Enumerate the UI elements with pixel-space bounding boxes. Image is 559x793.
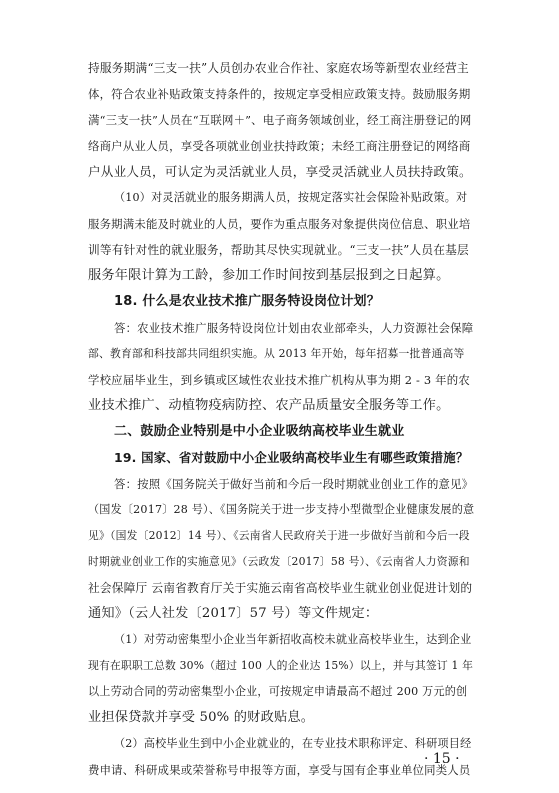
text-line: 训等有针对性的就业服务，帮助其尽快实现就业。“三支一扶”人员在基层 [88, 243, 469, 257]
text-line: 满“三支一扶”人员在“互联网＋”、电子商务领域创业，经工商注册登记的网 [88, 113, 472, 127]
text-line: （1）对劳动密集型小企业当年新招收高校未就业高校毕业生，达到企业 [114, 633, 472, 646]
text-line: 答：按照《国务院关于做好当前和今后一段时期就业创业工作的意见》 [114, 477, 474, 491]
section-heading: 二、鼓励企业特别是中小企业吸纳高校毕业生就业 [114, 424, 405, 439]
text-line: 以上劳动合同的劳动密集型小企业，可按规定申请最高不超过 200 万元的创 [88, 685, 468, 698]
question-heading: 18. 什么是农业技术推广服务特设岗位计划？ [114, 294, 380, 309]
text-line: 服务年限计算为工龄，参加工作时间按到基层报到之日起算。 [88, 268, 450, 283]
text-line: 持服务期满“三支一扶”人员创办农业合作社、家庭农场等新型农业经营主 [88, 61, 469, 75]
text-line: 答：农业技术推广服务特设岗位计划由农业部牵头，人力资源社会保障 [114, 321, 474, 335]
text-line: 服务期满未能及时就业的人员，要作为重点服务对象提供岗位信息、职业培 [88, 217, 471, 231]
text-line: 学校应届毕业生，到乡镇或区域性农业技术推广机构从事为期 2 - 3 年的农 [88, 373, 470, 387]
text-line: 户从业人员，可认定为灵活就业人员，享受灵活就业人员扶持政策。 [88, 164, 472, 179]
text-line: 业技术推广、动植物疫病防控、农产品质量安全服务等工作。 [88, 398, 450, 413]
text-line: 见》（国发〔2012〕14 号）、《云南省人民政府关于进一步做好当前和今后一段 [88, 529, 470, 542]
text-line: 络商户从业人员，享受各项就业创业扶持政策；未经工商注册登记的网络商 [88, 139, 471, 153]
text-line: 体，符合农业补贴政策支持条件的，按规定享受相应政策支持。鼓励服务期 [88, 87, 471, 101]
text-line: 业担保贷款并享受 50% 的财政贴息。 [88, 710, 315, 725]
question-heading: 19. 国家、省对鼓励中小企业吸纳高校毕业生有哪些政策措施？ [114, 450, 469, 465]
text-line: （2）高校毕业生到中小企业就业的，在专业技术职称评定、科研项目经 [114, 737, 472, 750]
text-line: 通知》（云人社发〔2017〕57 号）等文件规定： [88, 606, 379, 621]
page-number: · 15 · [424, 751, 460, 767]
text-line: 社会保障厅 云南省教育厅关于实施云南省高校毕业生就业创业促进计划的 [88, 581, 473, 595]
text-line: 部、教育部和科技部共同组织实施。从 2013 年开始，每年招募一批普通高等 [88, 347, 465, 360]
text-line: 费申请、科研成果或荣誉称号申报等方面，享受与国有企事业单位同类人员 [88, 763, 471, 777]
text-line: （10）对灵活就业的服务期满人员，按规定落实社会保险补贴政策。对 [114, 191, 468, 204]
text-line: 现有在职职工总数 30%（超过 100 人的企业达 15%）以上，并与其签订 1 年 [88, 659, 474, 672]
text-line: 时期就业创业工作的实施意见》（云政发〔2017〕58 号）、《云南省人力资源和 [88, 555, 470, 568]
text-line: （国发〔2017〕28 号）、《国务院关于进一步支持小型微型企业健康发展的意 [88, 503, 475, 516]
